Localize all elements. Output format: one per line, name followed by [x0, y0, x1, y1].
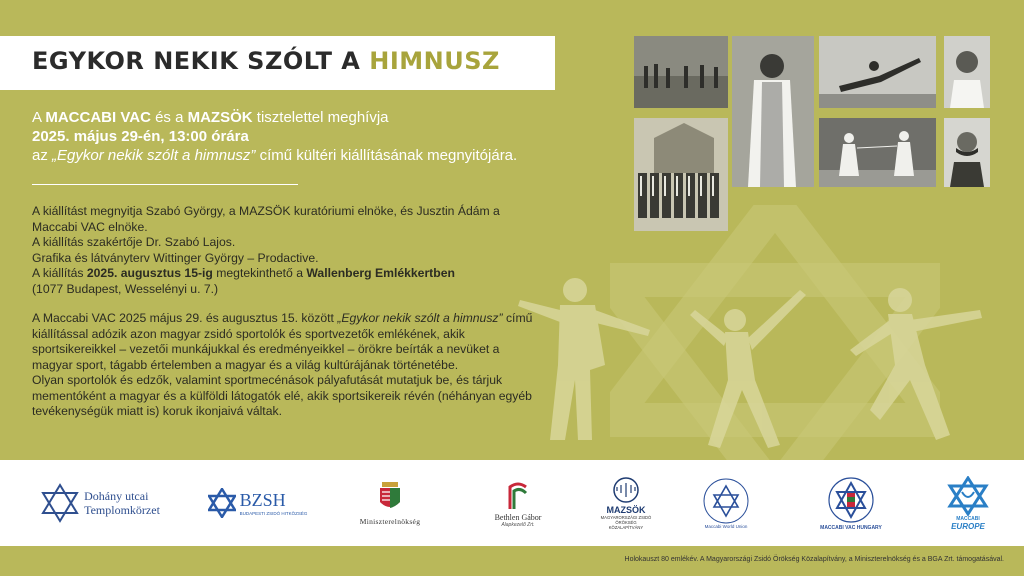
maccabi-vac-icon — [820, 475, 882, 525]
exhibition-details: A kiállítást megnyitja Szabó György, a MAZSÖK kuratóriumi elnöke, és Jusztin Ádám a Maccabi VAC elnöke. A kiállítás szakértője Dr. Szabó Lajos. Grafika és látványterv Wittinger György – Prodactive. A kiállítás 2025. augusztus 15-ig megtekinthető a Wallenberg Emlékkertben (1077 Budapest, Wesselényi u. 7.) — [32, 204, 500, 296]
logo-bethlen-gabor: Bethlen Gábor Alapkezelő Zrt. — [478, 468, 558, 538]
divider-line — [32, 184, 298, 185]
coat-of-arms-icon — [378, 480, 402, 514]
logo-dohany: Dohány utcai Templomkörzet — [30, 468, 170, 538]
photo-gymnast — [819, 36, 936, 108]
invitation-text: A MACCABI VAC és a MAZSÖK tisztelettel meghívja 2025. május 29-én, 13:00 órára az „Egykor nekik szólt a himnusz” című kültéri kiállításának megnyitójára. — [32, 109, 518, 164]
maccabi-world-union-icon — [702, 478, 750, 524]
org-mazsok: MAZSÖK — [187, 109, 253, 126]
menorah-icon — [611, 477, 641, 503]
event-datetime: 2025. május 29-én, 13:00 órára — [32, 128, 249, 145]
logo-mazsok: MAZSÖK MAGYARORSZÁGI ZSIDÓ ÖRÖKSÉG KÖZALAPÍTVÁNY — [586, 468, 666, 538]
athlete-silhouettes — [480, 270, 1024, 460]
photo-crowd — [634, 36, 728, 108]
star-of-david-icon — [40, 483, 80, 523]
title-highlight: HIMNUSZ — [369, 47, 500, 75]
org-maccabi-vac: MACCABI VAC — [45, 109, 151, 126]
logo-miniszterelnokseg: Miniszterelnökség — [345, 468, 435, 538]
star-of-david-icon — [208, 488, 236, 518]
logo-maccabi-vac: MACCABI VAC HUNGARY — [812, 468, 890, 538]
photo-football-team — [634, 118, 728, 231]
photo-fencing — [819, 118, 936, 187]
maccabi-europe-icon — [946, 476, 990, 516]
bethlen-gabor-icon — [504, 479, 532, 511]
page-title: EGYKOR NEKIK SZÓLT A HIMNUSZ — [32, 47, 500, 75]
photo-portrait-2 — [944, 118, 990, 187]
logo-maccabi-europe: MACCABI EUROPE — [938, 468, 998, 538]
logo-maccabi-world-union: Maccabi World Union — [698, 468, 754, 538]
logo-bzsh: BZSH BUDAPESTI ZSIDÓ HITKÖZSÉG — [205, 468, 310, 538]
exhibition-description: A Maccabi VAC 2025 május 29. és augusztus 15. között „Egykor nekik szólt a himnusz” című kiállítással adózik azon magyar zsidó sportolók és sportvezetők emlékének, akik sportsikereikkel – vezetői munkájukkal és eredményeikkel – örökre beírták a nevüket a magyar sport, tágabb értelemben a magyar és a világ kultúrájának történetébe. Olyan sportolók és edzők, valamint sportmecénások pályafutását mutatjuk be, és tárjuk mementóként a magyar és a külföldi látogatók elé, akik sportsikereik révén (néhányan egyéb tevékenységük miatt is) koruk ikonjaivá váltak. — [32, 311, 533, 418]
footer-note: Holokauszt 80 emlékév. A Magyarországi Zsidó Örökség Közalapítvány, a Miniszterelnökség és a BGA Zrt. támogatásával. — [624, 556, 1004, 563]
photo-portrait-1 — [944, 36, 990, 108]
photo-woman — [732, 36, 814, 187]
exhibition-title: „Egykor nekik szólt a himnusz” — [52, 147, 256, 164]
